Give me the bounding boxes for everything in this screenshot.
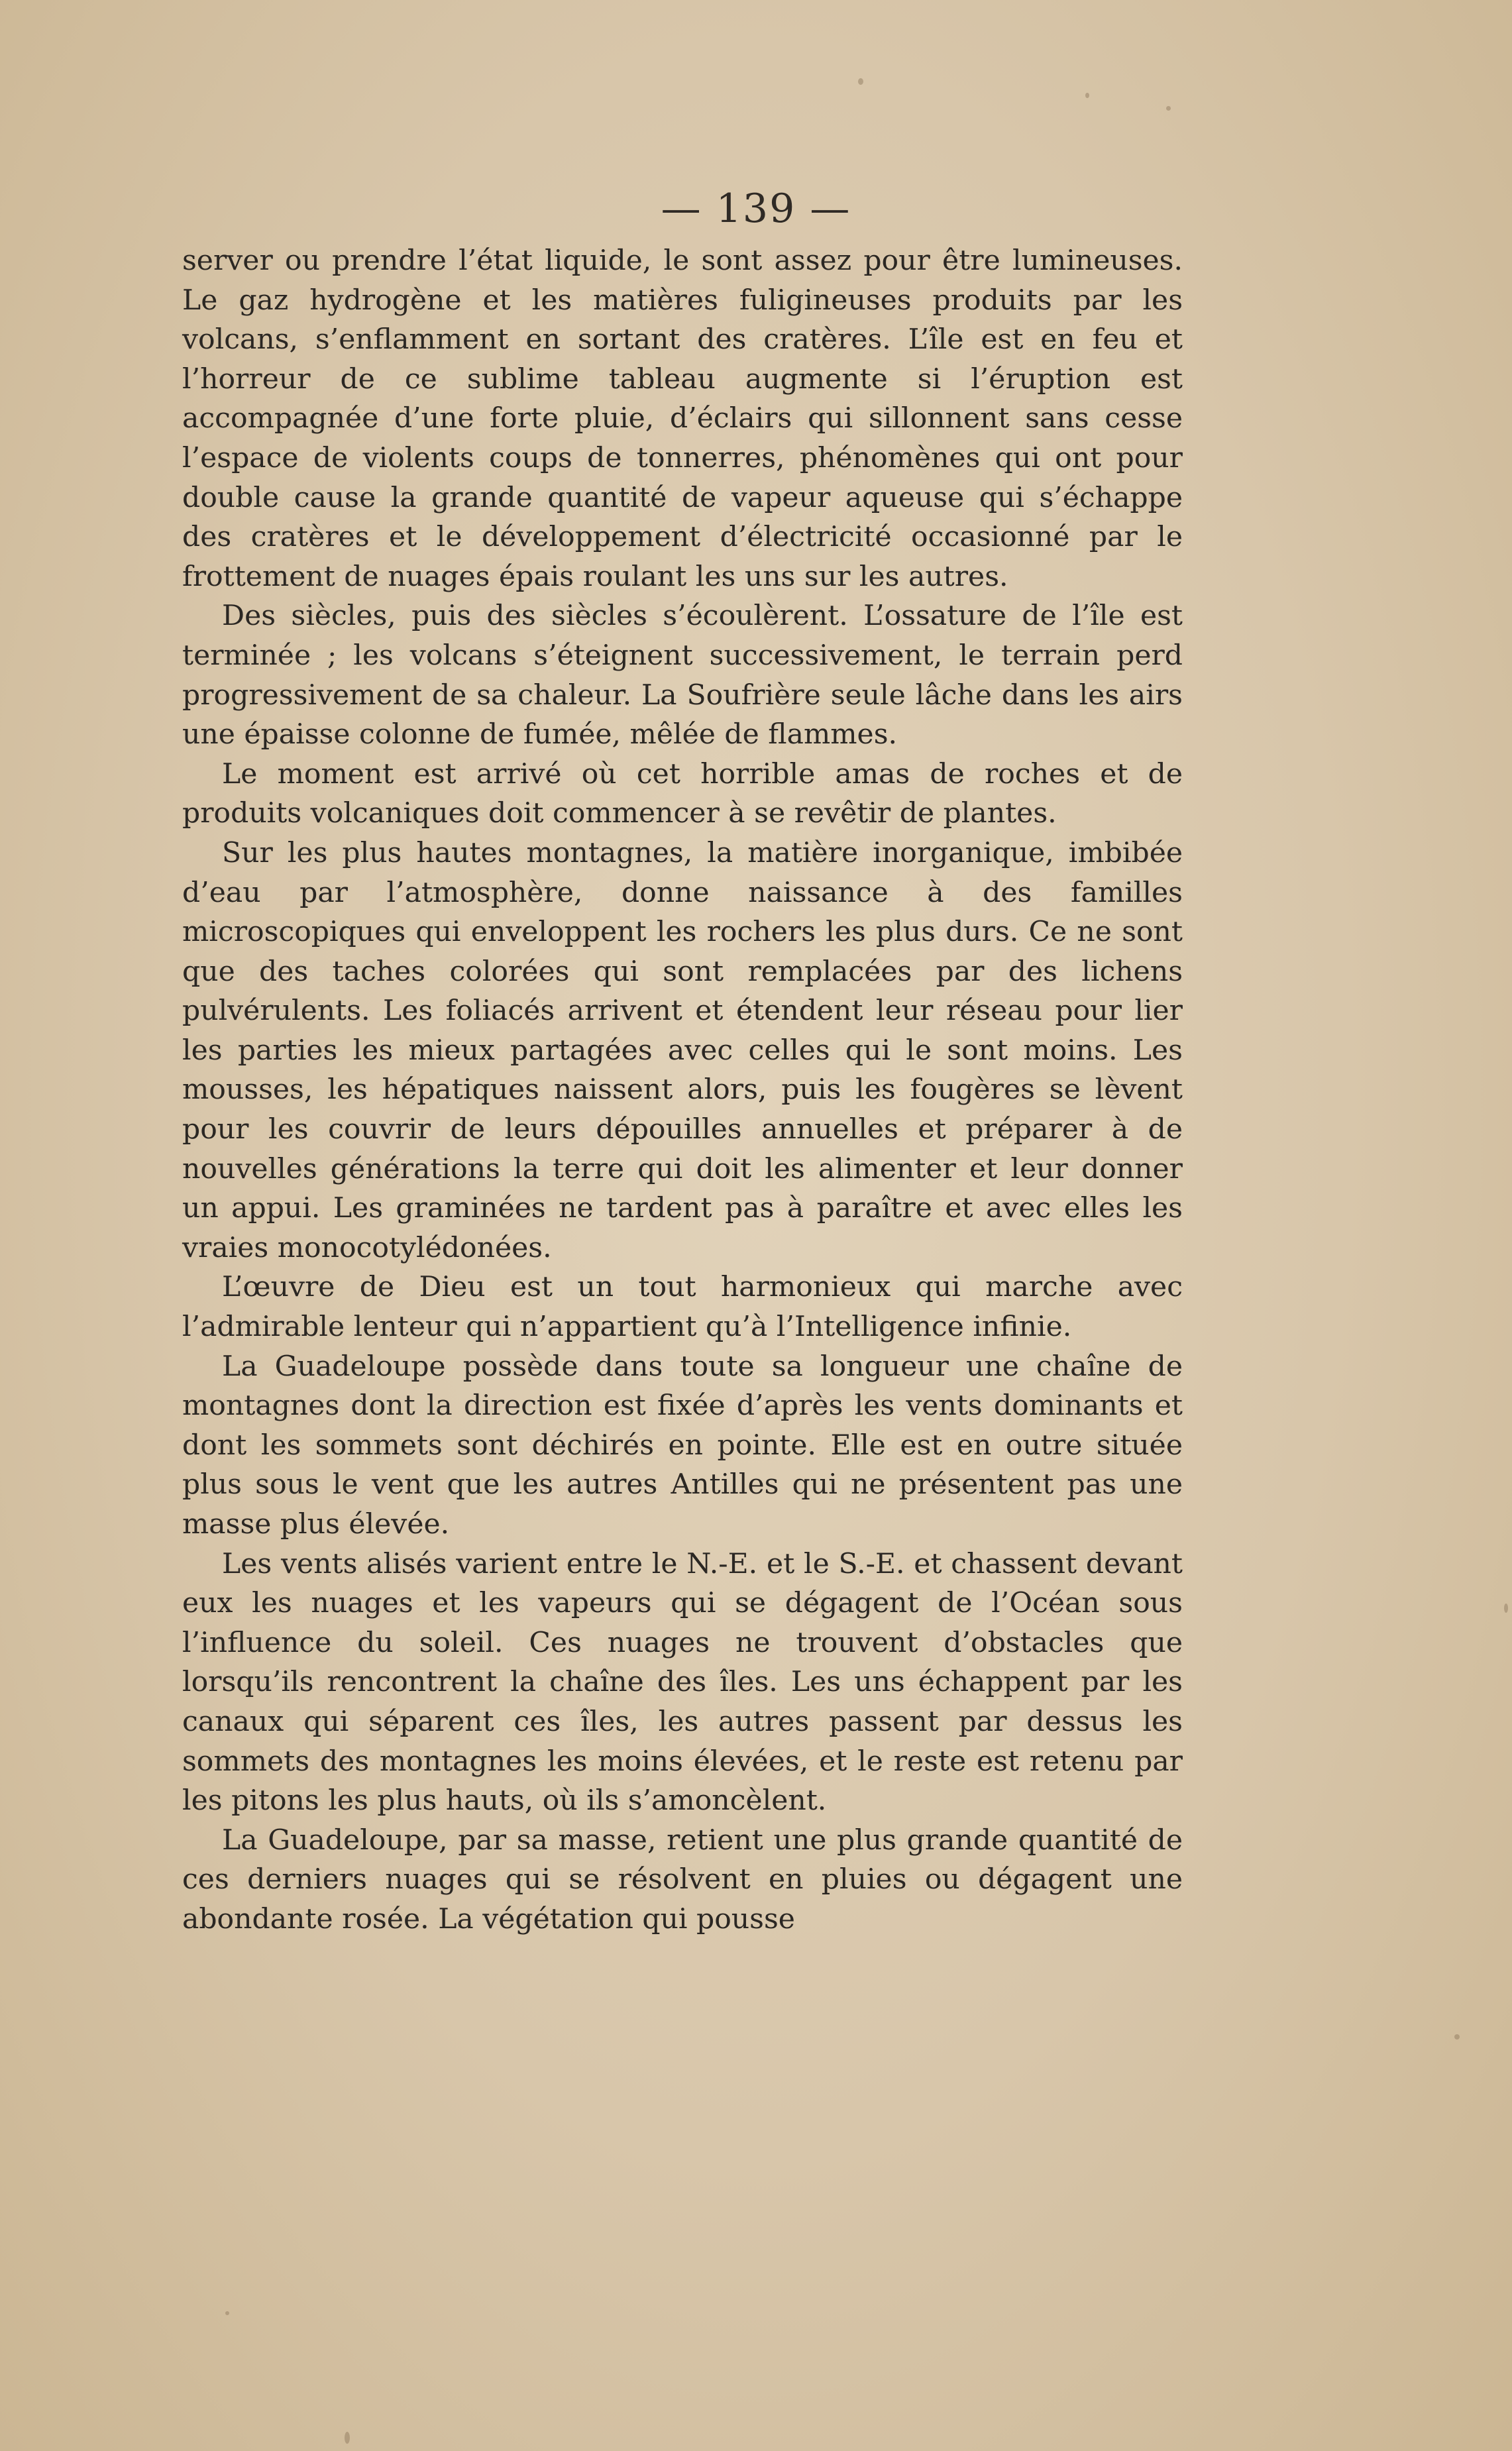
- paper-speck: [1085, 93, 1089, 98]
- paper-speck: [1504, 1604, 1508, 1613]
- paragraph: La Guadeloupe possède dans toute sa longueur une chaîne de montagnes dont la direction est fixée d’après les vents dominants et dont les sommets sont déchirés en pointe. Elle est en outre située plus sous le vent que les autres Antilles qui ne présentent pas une masse plus élevée.: [182, 1350, 1183, 1541]
- paper-speck: [225, 2311, 229, 2315]
- paragraph: server ou prendre l’état liquide, le sont assez pour être lumineuses. Le gaz hydrogène et les matières fuligineuses produits par les volcans, s’enflamment en sortant des cratères. L’île est en feu et l’horreur de ce sublime tableau augmente si l’éruption est accompagnée d’une forte pluie, d’éclairs qui sillonnent sans cesse l’espace de violents coups de tonnerres, phénomènes qui ont pour double cause la grande quantité de vapeur aqueuse qui s’échappe des cratères et le développement d’électricité occasionné par le frottement de nuages épais roulant les uns sur les autres.: [182, 245, 1183, 593]
- paragraph: Le moment est arrivé où cet horrible amas de roches et de produits volcaniques doit commencer à se revêtir de plantes.: [182, 757, 1183, 830]
- page-number: — 139 —: [661, 186, 851, 232]
- paragraph: L’œuvre de Dieu est un tout harmonieux qui marche avec l’admirable lenteur qui n’appartient qu’à l’Intelligence infinie.: [182, 1271, 1183, 1344]
- paper-speck: [1454, 2034, 1460, 2040]
- paragraph: Sur les plus hautes montagnes, la matière inorganique, imbibée d’eau par l’atmosphère, donne naissance à des familles microscopiques qui enveloppent les rochers les plus durs. Ce ne sont que des taches colorées qui sont remplacées par des lichens pulvérulents. Les foliacés arrivent et étendent leur réseau pour lier les parties les mieux partagées avec celles qui le sont moins. Les mousses, les hépatiques naissent alors, puis les fougères se lèvent pour les couvrir de leurs dépouilles annuelles et préparer à de nouvelles générations la terre qui doit les alimenter et leur donner un appui. Les graminées ne tardent pas à paraître et avec elles les vraies monocotylédonées.: [182, 836, 1183, 1264]
- paragraph: Des siècles, puis des siècles s’écoulèrent. L’ossature de l’île est terminée ; les volcans s’éteignent successivement, le terrain perd progressivement de sa chaleur. La Soufrière seule lâche dans les airs une épaisse colonne de fumée, mêlée de flammes.: [182, 600, 1183, 751]
- paper-speck: [858, 78, 863, 85]
- paragraph: Les vents alisés varient entre le N.-E. et le S.-E. et chassent devant eux les nuages et les vapeurs qui se dégagent de l’Océan sous l’influence du soleil. Ces nuages ne trouvent d’obstacles que lorsqu’ils rencontrent la chaîne des îles. Les uns échappent par les canaux qui séparent ces îles, les autres passent par dessus les sommets des montagnes les moins élevées, et le reste est retenu par les pitons les plus hauts, où ils s’amoncèlent.: [182, 1547, 1183, 1818]
- paper-speck: [345, 2432, 350, 2444]
- body-text: [182, 241, 1183, 1939]
- paragraph: La Guadeloupe, par sa masse, retient une plus grande quantité de ces derniers nuages qui se résolvent en pluies ou dégagent une abondante rosée. La végétation qui pousse: [182, 1824, 1183, 1935]
- paper-speck: [1166, 106, 1171, 111]
